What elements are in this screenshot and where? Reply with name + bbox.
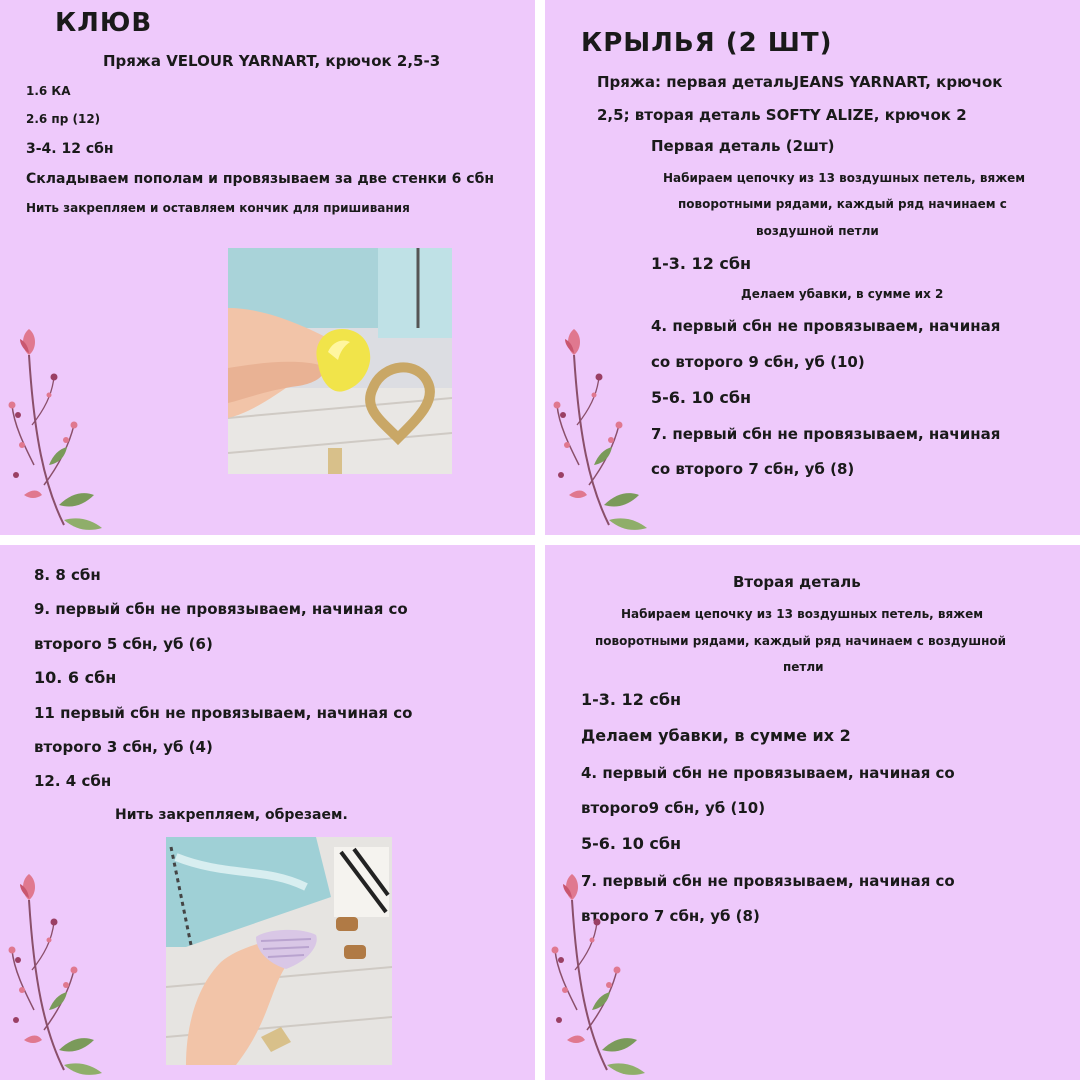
flower-branch-icon <box>4 315 114 535</box>
flower-branch-icon <box>547 860 657 1080</box>
beak-row-5: Нить закрепляем и оставляем кончик для пришивания <box>26 201 410 215</box>
beak-row-1: 1.6 КА <box>26 84 71 98</box>
beak-title: КЛЮВ <box>55 8 153 38</box>
wings-cont-row-7: 12. 4 сбн <box>34 772 112 790</box>
part2-row-6: 7. первый сбн не провязываем, начиная со <box>581 872 955 890</box>
wings-row-5: 5-6. 10 сбн <box>651 388 752 407</box>
wings-row-6: 7. первый сбн не провязываем, начиная <box>651 425 1001 443</box>
part2-heading: Вторая деталь <box>733 573 861 591</box>
wings-row-1: 1-3. 12 сбн <box>651 254 752 273</box>
part2-chain-3: петли <box>783 660 824 674</box>
wings-row-7: со второго 7 сбн, уб (8) <box>651 460 855 478</box>
panel-beak <box>0 0 535 535</box>
beak-row-4: Складываем пополам и провязываем за две стенки 6 сбн <box>26 171 495 187</box>
panel-wings-continued <box>0 545 535 1080</box>
part2-row-2: Делаем убавки, в сумме их 2 <box>581 726 851 745</box>
wings-cont-row-2: 9. первый сбн не провязываем, начиная со <box>34 600 408 618</box>
part2-row-5: 5-6. 10 сбн <box>581 834 682 853</box>
wings-chain-2: поворотными рядами, каждый ряд начинаем с <box>678 197 1007 211</box>
wings-cont-finish: Нить закрепляем, обрезаем. <box>115 807 348 823</box>
wings-cont-row-5: 11 первый сбн не провязываем, начиная со <box>34 704 413 722</box>
wings-title: КРЫЛЬЯ (2 ШТ) <box>581 28 833 58</box>
beak-row-3: 3-4. 12 сбн <box>26 141 114 157</box>
part2-row-1: 1-3. 12 сбн <box>581 690 682 709</box>
photo-wing <box>166 837 392 1065</box>
wings-chain-3: воздушной петли <box>756 224 879 238</box>
wings-chain-1: Набираем цепочку из 13 воздушных петель, вяжем <box>663 171 1026 185</box>
wings-cont-row-4: 10. 6 сбн <box>34 668 117 687</box>
wings-row-3: 4. первый сбн не провязываем, начиная <box>651 317 1001 335</box>
part2-row-3: 4. первый сбн не провязываем, начиная со <box>581 764 955 782</box>
wings-part1-heading: Первая деталь (2шт) <box>651 137 835 155</box>
part2-chain-2: поворотными рядами, каждый ряд начинаем с воздушной <box>595 634 1007 648</box>
beak-row-2: 2.6 пр (12) <box>26 112 101 126</box>
part2-row-4: второго9 сбн, уб (10) <box>581 799 766 817</box>
wings-yarn-1: Пряжа: первая детальJEANS YARNART, крючок <box>597 73 1003 91</box>
panel-wings <box>545 0 1080 535</box>
wings-yarn-2: 2,5; вторая деталь SOFTY ALIZE, крючок 2 <box>597 106 967 124</box>
wings-row-4: со второго 9 сбн, уб (10) <box>651 353 865 371</box>
wings-cont-row-1: 8. 8 сбн <box>34 566 101 584</box>
part2-row-7: второго 7 сбн, уб (8) <box>581 907 760 925</box>
wings-row-2: Делаем убавки, в сумме их 2 <box>741 287 944 301</box>
panel-second-part <box>545 545 1080 1080</box>
wings-cont-row-3: второго 5 сбн, уб (6) <box>34 635 213 653</box>
photo-beak <box>228 248 452 474</box>
beak-yarn: Пряжа VELOUR YARNART, крючок 2,5-3 <box>103 52 441 70</box>
flower-branch-icon <box>4 860 114 1080</box>
part2-chain-1: Набираем цепочку из 13 воздушных петель, вяжем <box>621 607 984 621</box>
flower-branch-icon <box>549 315 659 535</box>
wings-cont-row-6: второго 3 сбн, уб (4) <box>34 738 213 756</box>
